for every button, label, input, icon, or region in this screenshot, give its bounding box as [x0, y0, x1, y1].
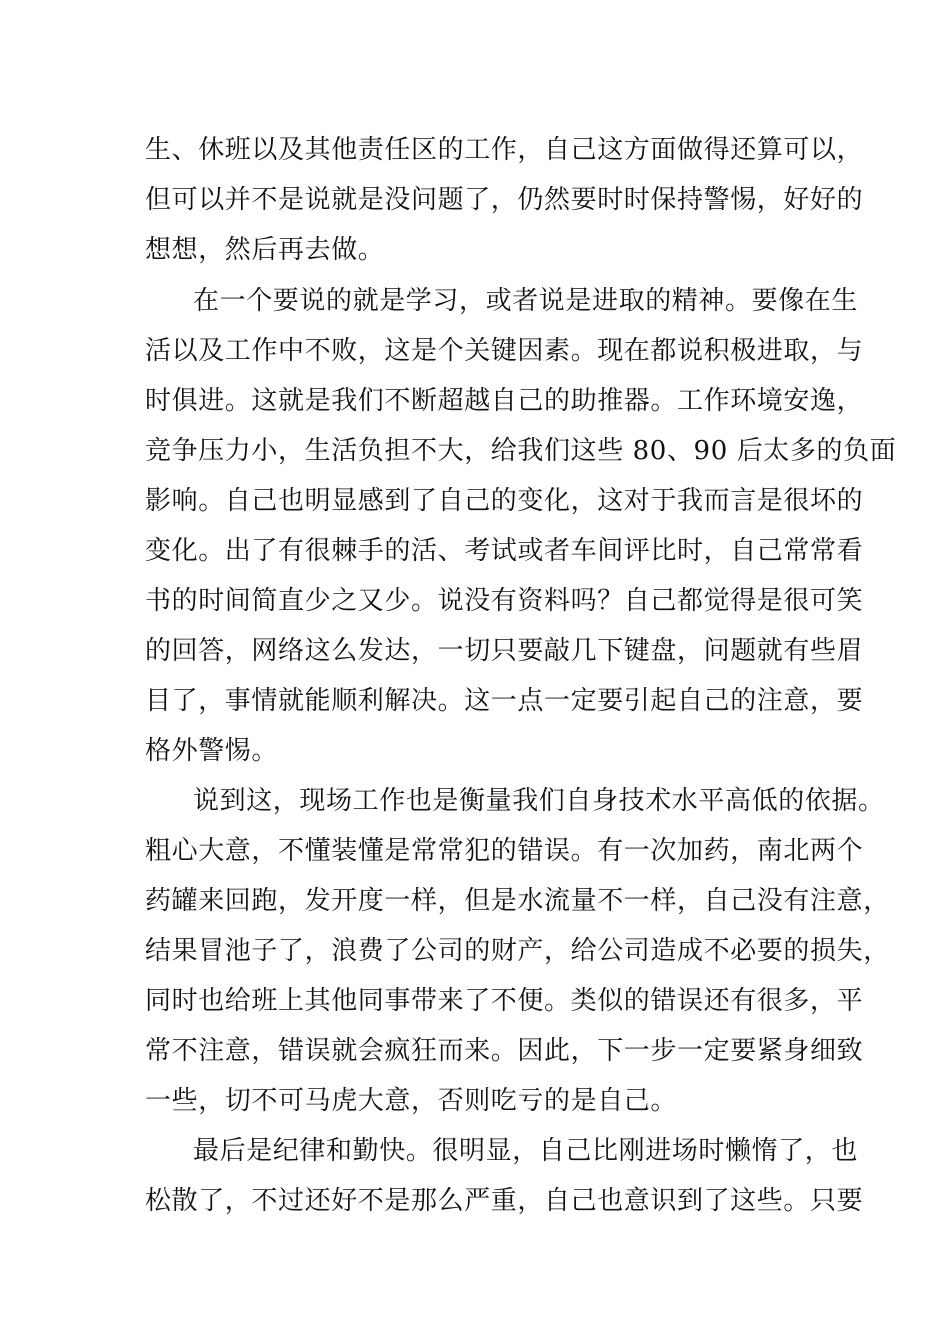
paragraph-3-line-1: 说到这，现场工作也是衡量我们自身技术水平高低的依据。	[193, 786, 885, 816]
paragraph-2-line-4: 竞争压力小，生活负担不大，给我们这些 80、90 后太多的负面	[145, 436, 897, 466]
paragraph-2-line-6: 变化。出了有很棘手的活、考试或者车间评比时，自己常常看	[145, 536, 864, 566]
paragraph-2-line-8: 的回答，网络这么发达，一切只要敲几下键盘，问题就有些眉	[145, 636, 864, 666]
paragraph-2-line-3: 时俱进。这就是我们不断超越自己的助推器。工作环境安逸，	[145, 386, 864, 416]
paragraph-3-line-6: 常不注意，错误就会疯狂而来。因此，下一步一定要紧身细致	[145, 1036, 864, 1066]
paragraph-2-line-10: 格外警惕。	[145, 736, 279, 766]
paragraph-4-line-2: 松散了，不过还好不是那么严重，自己也意识到了这些。只要	[145, 1186, 864, 1216]
paragraph-2-line-1: 在一个要说的就是学习，或者说是进取的精神。要像在生	[193, 286, 859, 316]
paragraph-3-line-3: 药罐来回跑，发开度一样，但是水流量不一样，自己没有注意，	[145, 886, 890, 916]
paragraph-2-line-5: 影响。自己也明显感到了自己的变化，这对于我而言是很坏的	[145, 486, 864, 516]
paragraph-2-line-9: 目了，事情就能顺利解决。这一点一定要引起自己的注意，要	[145, 686, 864, 716]
paragraph-3-line-4: 结果冒池子了，浪费了公司的财产，给公司造成不必要的损失，	[145, 936, 890, 966]
paragraph-3-line-2: 粗心大意，不懂装懂是常常犯的错误。有一次加药，南北两个	[145, 836, 864, 866]
paragraph-1-line-2: 但可以并不是说就是没问题了，仍然要时时保持警惕，好好的	[145, 185, 864, 215]
paragraph-2-line-2: 活以及工作中不败，这是个关键因素。现在都说积极进取，与	[145, 336, 864, 366]
paragraph-2-line-7: 书的时间简直少之又少。说没有资料吗？自己都觉得是很可笑	[145, 586, 864, 616]
paragraph-4-line-1: 最后是纪律和勤快。很明显，自己比刚进场时懒惰了，也	[193, 1136, 859, 1166]
paragraph-3-line-5: 同时也给班上其他同事带来了不便。类似的错误还有很多，平	[145, 986, 864, 1016]
paragraph-1-line-3: 想想，然后再去做。	[145, 235, 385, 265]
paragraph-3-line-7: 一些，切不可马虎大意，否则吃亏的是自己。	[145, 1086, 678, 1116]
paragraph-1-line-1: 生、休班以及其他责任区的工作，自己这方面做得还算可以，	[145, 135, 864, 165]
